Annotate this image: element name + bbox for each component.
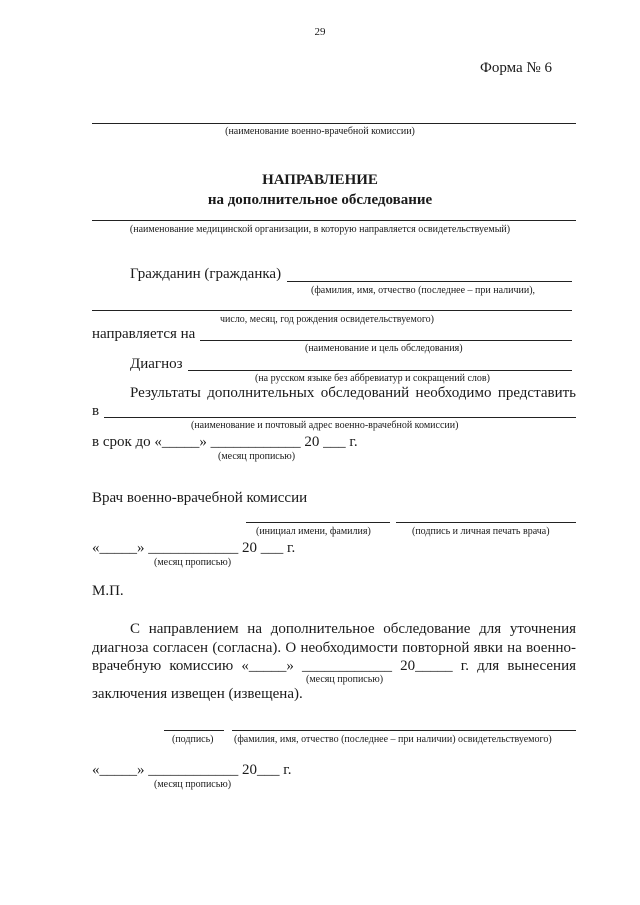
- doctor-name-line: [246, 522, 390, 523]
- patient-fio-caption: (фамилия, имя, отчество (последнее – при наличии) освидетельствуемого): [234, 734, 552, 745]
- purpose-caption: (наименование и цель обследования): [305, 343, 463, 354]
- consent-month-caption: (месяц прописью): [306, 674, 384, 685]
- commission-caption: (наименование военно-врачебной комиссии): [225, 126, 415, 137]
- citizen-label: Гражданин (гражданка): [130, 266, 282, 282]
- consent-line-4: заключения извещен (извещена).: [92, 686, 303, 702]
- stamp-label: М.П.: [92, 583, 124, 599]
- doctor-date-line: «_____» ____________ 20 ___ г.: [92, 540, 296, 556]
- consent-line-1: С направлением на дополнительное обследование для уточнения: [130, 621, 576, 637]
- deadline-text: в срок до «_____» ____________ 20 ___ г.: [92, 434, 358, 450]
- commission-line: [92, 123, 576, 124]
- address-caption: (наименование и почтовый адрес военно-врачебной комиссии): [191, 420, 459, 431]
- address-line: [104, 417, 576, 418]
- final-date-caption: (месяц прописью): [154, 779, 232, 790]
- document-title: НАПРАВЛЕНИЕ: [262, 172, 378, 188]
- patient-fio-line: [232, 730, 576, 731]
- doctor-date-caption: (месяц прописью): [154, 557, 232, 568]
- consent-line-2: диагноза согласен (согласна). О необходимости повторной явки на военно-: [92, 640, 576, 656]
- sent-to-label: направляется на: [92, 326, 196, 342]
- signature-caption: (подпись): [172, 734, 214, 745]
- doctor-label: Врач военно-врачебной комиссии: [92, 490, 308, 506]
- doctor-sign-line: [396, 522, 576, 523]
- diagnosis-line: [188, 370, 572, 371]
- results-text: Результаты дополнительных обследований необходимо представить: [130, 385, 576, 401]
- doctor-sign-caption: (подпись и личная печать врача): [412, 526, 550, 537]
- diagnosis-label: Диагноз: [130, 356, 183, 372]
- signature-line: [164, 730, 224, 731]
- doctor-name-caption: (инициал имени, фамилия): [256, 526, 371, 537]
- page-number: 29: [314, 26, 326, 38]
- med-org-line: [92, 220, 576, 221]
- med-org-caption: (наименование медицинской организации, в которую направляется освидетельствуемый): [129, 224, 511, 235]
- consent-line-3: врачебную комиссию «_____» ____________ 20_____ г. для вынесения: [92, 658, 576, 674]
- diagnosis-caption: (на русском языке без аббревиатур и сокращений слов): [255, 373, 490, 384]
- deadline-month-caption: (месяц прописью): [218, 451, 296, 462]
- citizen-line: [287, 281, 572, 282]
- in-label: в: [92, 403, 100, 419]
- document-subtitle: на дополнительное обследование: [207, 192, 433, 208]
- sent-to-line: [200, 340, 572, 341]
- form-label: Форма № 6: [480, 60, 552, 76]
- fio-caption: (фамилия, имя, отчество (последнее – при наличии),: [311, 285, 536, 296]
- final-date-line: «_____» ____________ 20___ г.: [92, 762, 292, 778]
- birth-caption: число, месяц, год рождения освидетельствуемого): [220, 314, 435, 325]
- birth-line: [92, 310, 572, 311]
